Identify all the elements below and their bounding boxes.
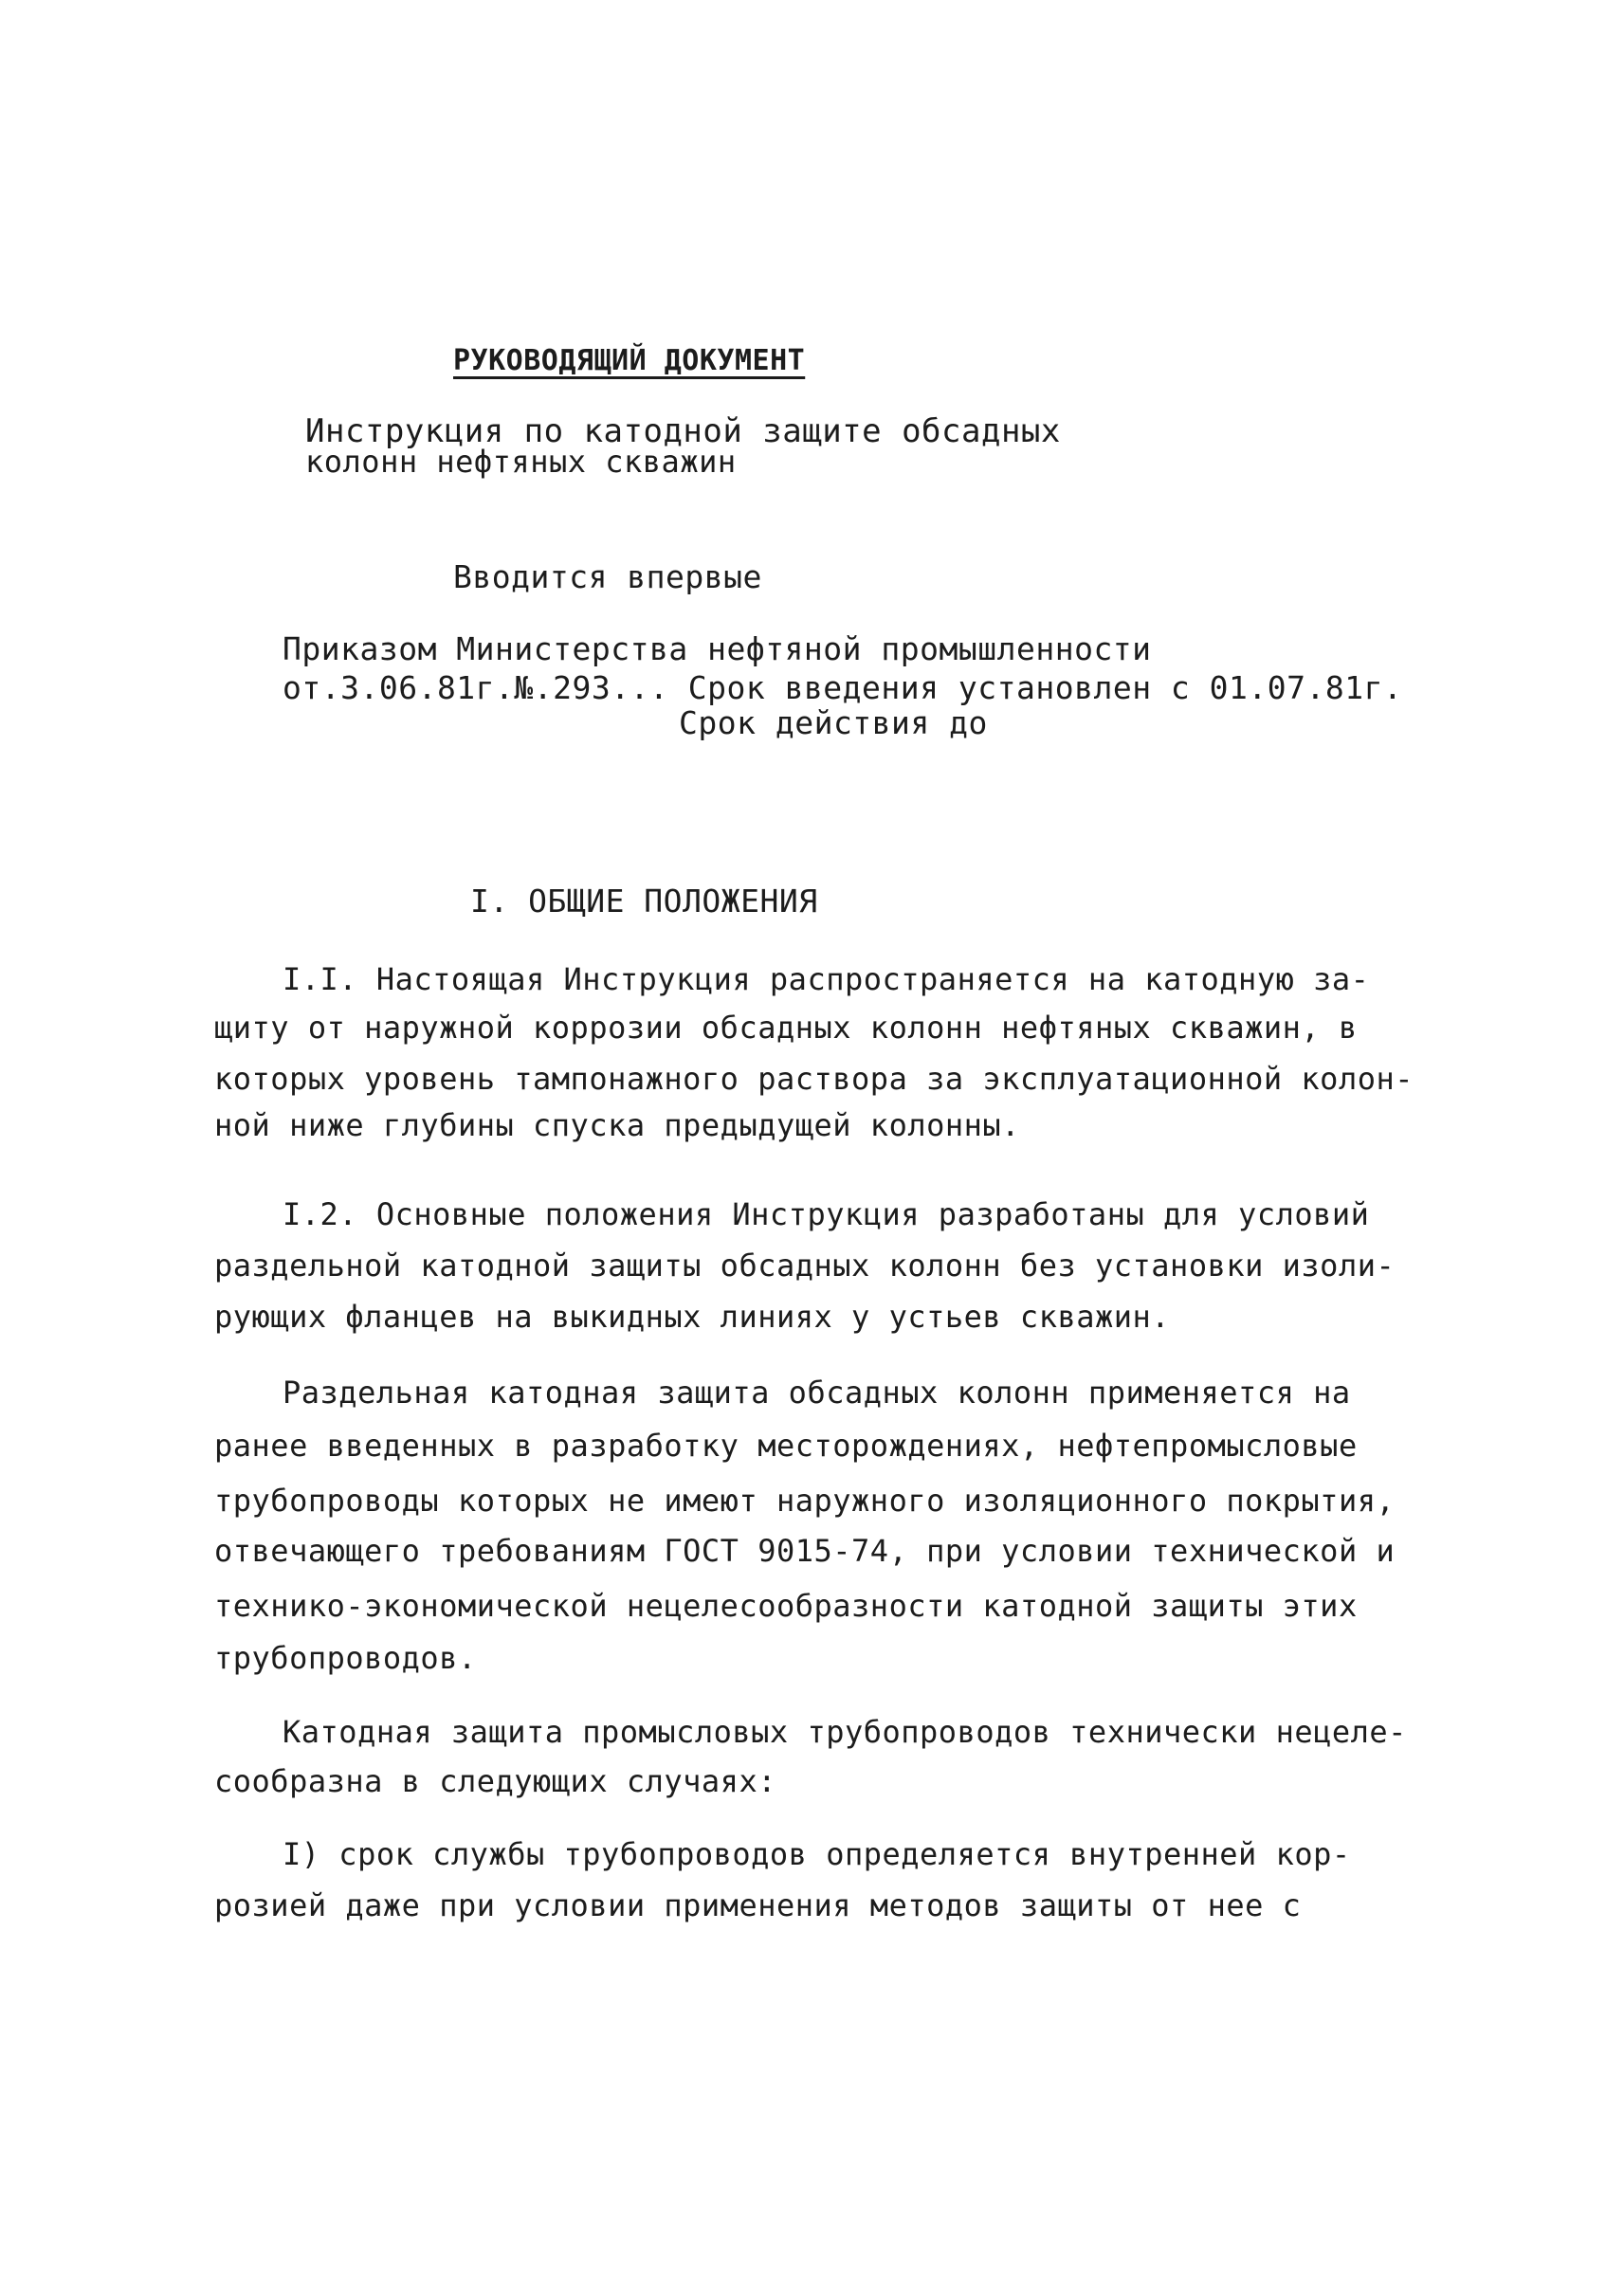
paragraph-line: отвечающего требованиям ГОСТ 9015-74, при условии технической и [214, 1533, 1396, 1569]
paragraph-line: I.2. Основные положения Инструкция разработаны для условий [283, 1196, 1370, 1232]
paragraph-line: Катодная защита промысловых трубопроводов технически нецеле- [283, 1714, 1407, 1750]
paragraph-line: ной ниже глубины спуска предыдущей колонны. [214, 1107, 1020, 1143]
order-line: Приказом Министерства нефтяной промышленности [283, 630, 1152, 667]
paragraph-line: рующих фланцев на выкидных линиях у устьев скважин. [214, 1299, 1171, 1335]
document-title-line-2: колонн нефтяных скважин [305, 444, 737, 480]
order-reference: от.3.06.81г.№.293... [283, 669, 669, 706]
paragraph-line: сообразна в следующих случаях: [214, 1763, 776, 1799]
section-title: I. ОБЩИЕ ПОЛОЖЕНИЯ [470, 883, 818, 920]
paragraph-line: которых уровень тампонажного раствора за эксплуатационной колон- [214, 1061, 1414, 1097]
paragraph-line: Раздельная катодная защита обсадных колонн применяется на [283, 1375, 1351, 1411]
document-title-line-1: Инструкция по катодной защите обсадных [305, 412, 1061, 450]
document-type-heading: РУКОВОДЯЩИЙ ДОКУМЕНТ [453, 344, 806, 377]
validity-period: Срок действия до [679, 704, 988, 741]
paragraph-line: технико-экономической нецелесообразности катодной защиты этих [214, 1588, 1358, 1624]
order-reference-line [283, 670, 1402, 706]
paragraph-line: щиту от наружной коррозии обсадных колонн нефтяных скважин, в [214, 1010, 1358, 1046]
effective-date: Срок введения установлен с 01.07.81г. [687, 669, 1403, 706]
paragraph-line: розией даже при условии применения методов защиты от нее с [214, 1887, 1302, 1923]
paragraph-line: трубопроводы которых не имеют наружного изоляционного покрытия, [214, 1483, 1396, 1519]
paragraph-line: I) срок службы трубопроводов определяется внутренней кор- [283, 1836, 1351, 1872]
introduction-status: Вводится впервые [453, 558, 762, 595]
paragraph-line: ранее введенных в разработку месторождениях, нефтепромысловые [214, 1428, 1358, 1464]
paragraph-line: раздельной катодной защиты обсадных колонн без установки изоли- [214, 1248, 1396, 1284]
paragraph-line: I.I. Настоящая Инструкция распространяется на катодную за- [283, 961, 1370, 997]
paragraph-line: трубопроводов. [214, 1640, 477, 1676]
